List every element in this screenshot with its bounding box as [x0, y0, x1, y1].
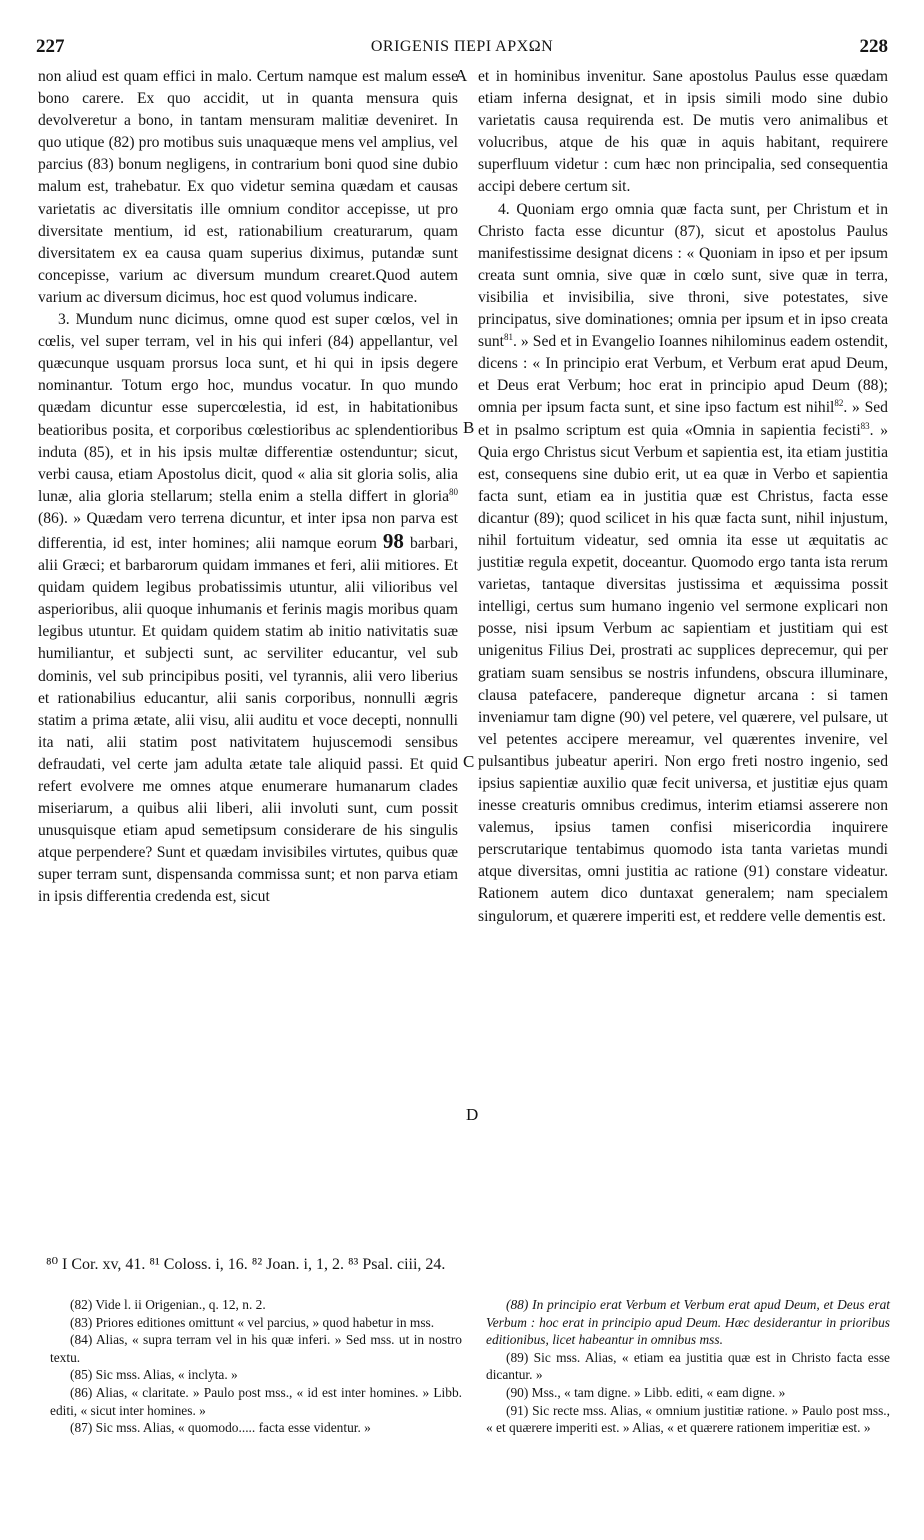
running-title: ORIGENIS ΠΕΡΙ ΑΡΧΩΝ: [370, 38, 554, 55]
footnote: (88) In principio erat Verbum et Verbum erat apud Deum, et Deus erat Verbum : hoc erat in principio apud Deum. Hæc desiderantur in prioribus editionibus, licet habeantur in omnibus mss.: [486, 1297, 890, 1348]
scripture-references: ⁸⁰ I Cor. xv, 41. ⁸¹ Coloss. i, 16. ⁸² Joan. i, 1, 2. ⁸³ Psal. ciii, 24.: [46, 1256, 446, 1273]
footnote-ref: 81: [504, 331, 513, 342]
paragraph: et in hominibus invenitur. Sane apostolus Paulus esse quædam etiam inferna designat, et in ipsis simili modo sine dubio varietatis causa requirenda est. De mutis vero animalibus et volucribus, atque de his quæ in aquis habitant, requirere superfluum videtur : cum hæc non principalia, sed consequentia accipi debere certum sit.: [478, 68, 888, 196]
text-run: 4. Quoniam ergo omnia quæ facta sunt, per Christum et in Christo facta esse dicuntur (87), sicut et apostolus Paulus manifestissime designat dicens : « Quoniam in ipso et per ipsum creata sunt omnia, sive quæ in cœlo sunt, sive quæ in terra, visibilia et invisibilia, sive throni, sive potestates, sive principatus, sive dominationes; omnia per ipsum et in ipso creata sunt: [478, 200, 888, 351]
footnote: (89) Sic mss. Alias, « etiam ea justitia quæ est in Christo facta esse dicantur. »: [486, 1349, 890, 1383]
paragraph-section-4: [478, 199, 888, 928]
footnote: (90) Mss., « tam digne. » Libb. editi, « eam digne. »: [506, 1384, 786, 1400]
column-number: 98: [382, 528, 404, 553]
footnote-ref: 83: [860, 420, 870, 431]
page-number-left: 227: [36, 36, 65, 57]
margin-letter-c: C: [463, 752, 475, 771]
footnote: (91) Sic recte mss. Alias, « omnium justitiæ ratione. » Paulo post mss., « et quærere imperiti est. » Alias, « et quærere rationem imperitiæ est. »: [486, 1402, 890, 1436]
text-run: (86). » Quædam vero terrena dicuntur, et inter ipsa non parva est differentia, id est, inter homines; alii namque eorum: [38, 509, 458, 552]
text-run: . » Sed et in psalmo scriptum est quia «Omnia in sapientia fecisti: [478, 399, 888, 439]
running-header: [36, 36, 888, 62]
text-run: barbari, alii Græci; et barbarorum quidam immanes et feri, alii mitiores. Et quidam quidem legibus probatissimis utuntur, alii vilioribus vel asperioribus, alii quoque inhumanis et ferinis magis moribus quam legibus utuntur. Et quidam quidem statim ab initio nativitatis suæ humiliantur, et subjecti sunt, ac serviliter educantur, vel sub dominis, vel sub principibus positi, vel tyrannis, alii vero liberius et rationabilius educantur, alii sanis corporibus, nonnulli ægris statim a prima ætate, alii visu, alii auditu et voce decepti, nonnulli ita nati, alii statim post nativitatem hujuscemodi sensibus defraudati, vel certe jam adulta ætate tale aliquid passi. Et quid refert evolvere me omnes atque enumerare humanarum clades miseriarum, a quibus alii liberi, alii involuti sunt, cum possit unusquisque etiam apud semetipsum considerare de his singulis atque perpendere? Sunt et quædam invisibiles virtutes, quibus quæ super terram sunt, dispensanda commissa sunt; et non parva etiam in ipsis differentia credenda est, sicut: [38, 534, 458, 906]
footnotes-left: [50, 1296, 462, 1437]
footnote: (84) Alias, « supra terram vel in his quæ inferi. » Sed mss. ut in nostro textu.: [50, 1332, 462, 1365]
footnote: (86) Alias, « claritate. » Paulo post mss., « id est inter homines. » Libb. editi, « sicut inter homines. »: [50, 1384, 462, 1418]
margin-letter-d: D: [466, 1105, 479, 1124]
text-column-right: [478, 66, 888, 928]
footnote-ref: 82: [834, 398, 844, 409]
footnotes-right: [486, 1296, 890, 1437]
paragraph-section-3: [38, 309, 458, 909]
footnote: (82) Vide l. ii Origenian., q. 12, n. 2.: [70, 1297, 266, 1312]
footnote: (87) Sic mss. Alias, « quomodo..... facta esse videntur. »: [70, 1420, 371, 1436]
margin-letter-a: A: [455, 66, 468, 85]
page-number-right: 228: [859, 36, 888, 57]
footnote: (83) Priores editiones omittunt « vel parcius, » quod habetur in mss.: [70, 1314, 435, 1330]
margin-letter-b: B: [463, 418, 475, 437]
text-run: . » Quia ergo Christus sicut Verbum et sapientia est, ita etiam justitia est, consequens sine dubio erit, ut ea quæ in Verbo et sapientia facta sunt, etiam ea in justitia quæ est Christus, facta esse dicantur (89); quod scilicet in his quæ facta sunt, nihil injustum, nihil fortuitum videatur, sed omnia ita esse ut æquitatis ac justitiæ regula expetit, doceantur. Quomodo ergo tanta ista rerum varietas, tantaque diversitas justissima et æquissima possit intelligi, certus sum humano ingenio vel sermone explicari non posse, nisi ipsum Verbum ac sapientiam et justitiam qui est unigenitus Filius Dei, prostrati ac supplices deprecemur, qui per gratiam suam sensibus se nostris infundens, obscura illuminare, clausa patefacere, pandereque dignetur arcana : si tamen inveniamur tam digne (90) vel petere, vel quærere, vel pulsare, ut vel petentes accipere mereamur, vel quærentes invenire, vel pulsantibus jubeatur aperiri. Non ergo freti nostro ingenio, sed ipsius sapientiæ auxilio quæ fecit universa, et justitiæ ejus quam inesse creaturis omnibus credimus, interim etiamsi asserere non valemus, ipsius tamen confisi misericordia inquirere perscrutarique tentabimus quomodo ista tanta varietas mundi atque diversitas, omni justitia ac ratione (91) constare videatur. Rationem autem dico duntaxat generalem; nam specialem singulorum, et quærere imperiti est, et reddere velle dementis est.: [478, 421, 888, 925]
footnote-ref: 80: [449, 486, 458, 497]
text-run: 3. Mundum nunc dicimus, omne quod est super cœlos, vel in cœlis, vel super terram, vel in his qui inferi (84) appellantur, vel quæcunque usquam prorsus loca sunt, et hi qui in ipsis degere nominantur. Totum ergo hoc, mundus vocatur. In quo mundo quædam dicuntur esse supercœlestia, id est, in habitationibus beatioribus posita, et corporibus cœlestioribus ac splendentioribus induta (85), et in his ipsis multæ differentiæ ostenduntur; sicut, verbi causa, etiam Apostolus dicit, quod « alia sit gloria solis, alia lunæ, alia gloria stellarum; stella enim a stella differt in gloria: [38, 311, 458, 505]
footnote: (85) Sic mss. Alias, « inclyta. »: [70, 1367, 238, 1383]
text-column-left: [38, 66, 458, 909]
paragraph: non aliud est quam effici in malo. Certum namque est malum esse bono carere. Ex quo accidit, ut in quanta mensura quis devolveretur a bono, in tantam mensuram malitiæ deveniret. In quo utique (82) pro motibus suis unaquæque mens vel amplius, vel parcius (83) bonum negligens, in contrarium boni quod sine dubio malum est, trahebatur. Ex quo videtur semina quædam et causas varietatis ac diversitatis ille omnium conditor accepisse, ut pro diversitate mentium, id est, rationabilium creaturarum, quam diversitatem ex ea causa quam superius diximus, putandæ sunt concepisse, varium ac diversum mundum crearet.Quod autem varium ac diversum dicimus, hoc est quod volumus indicare.: [38, 68, 458, 306]
text-run: . » Sed et in Evangelio Ioannes nihilominus eadem ostendit, dicens : « In principio erat Verbum, et Verbum erat apud Deum, et Deus erat Verbum; hoc erat in principio apud Deum (88); omnia per ipsum facta sunt, et sine ipso factum est nihil: [478, 333, 888, 417]
